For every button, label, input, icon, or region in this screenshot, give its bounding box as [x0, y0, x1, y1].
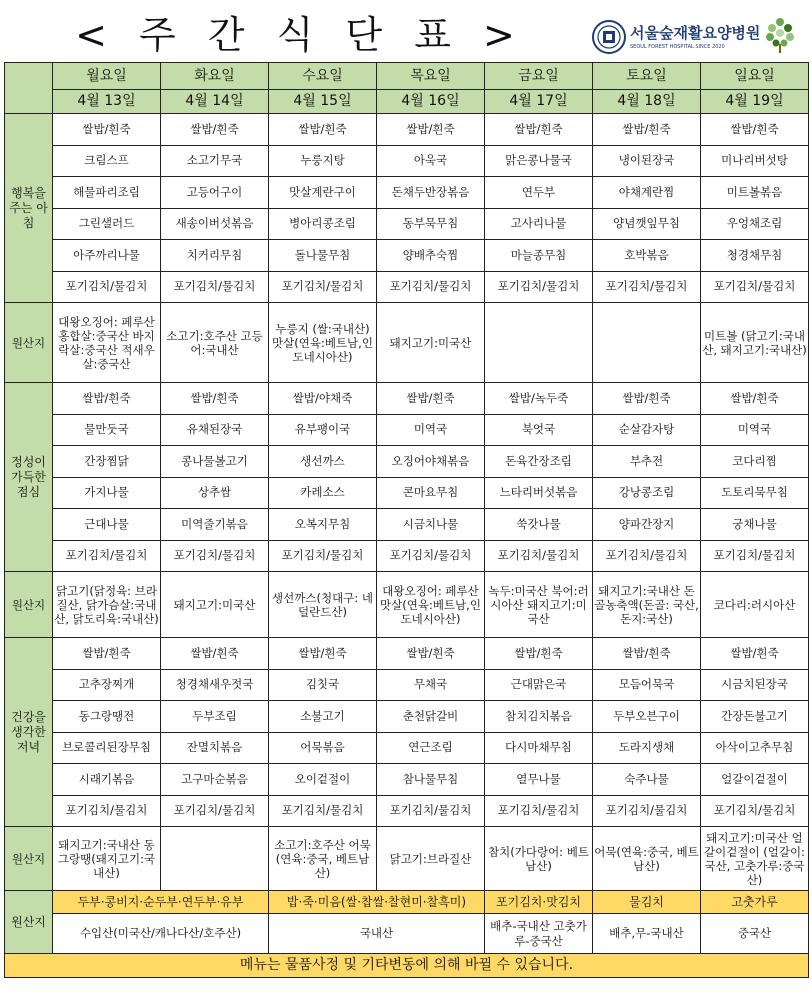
menu-item: 고추장찌개 [53, 669, 161, 701]
menu-item: 포기김치/물김치 [593, 271, 701, 303]
menu-item: 쌀밥/흰죽 [485, 114, 593, 146]
menu-item: 느타리버섯볶음 [485, 477, 593, 509]
menu-item: 청경채새우젓국 [161, 669, 269, 701]
menu-item: 무채국 [377, 669, 485, 701]
origin-cell: 돼지고기:미국산 [161, 572, 269, 638]
menu-item: 새송이버섯볶음 [161, 208, 269, 240]
menu-item: 유부팽이국 [269, 414, 377, 446]
menu-item: 포기김치/물김치 [161, 795, 269, 827]
menu-item: 도토리묵무침 [701, 477, 809, 509]
origin-cell: 돼지고기:미국산 [377, 303, 485, 383]
tree-logo-icon [762, 14, 798, 54]
origin-summary-category: 고춧가루 [701, 891, 809, 914]
menu-item: 병아리콩조림 [269, 208, 377, 240]
origin-summary-value-row [5, 914, 809, 954]
dinner-row [5, 638, 809, 670]
menu-item: 동그랑땡전 [53, 701, 161, 733]
menu-item: 동부묵무침 [377, 208, 485, 240]
menu-item: 잔멸치볶음 [161, 732, 269, 764]
menu-item: 어묵볶음 [269, 732, 377, 764]
menu-item: 맑은콩나물국 [485, 145, 593, 177]
menu-item: 카레소스 [269, 477, 377, 509]
menu-item: 쌀밥/흰죽 [701, 383, 809, 415]
date-row [5, 90, 809, 114]
menu-item: 참나물무침 [377, 764, 485, 796]
menu-item: 소불고기 [269, 701, 377, 733]
menu-item: 오징어야채볶음 [377, 446, 485, 478]
menu-item: 간장찜닭 [53, 446, 161, 478]
menu-item: 포기김치/물김치 [53, 795, 161, 827]
date-header: 4월 18일 [593, 90, 701, 114]
menu-item: 오복지무침 [269, 509, 377, 541]
menu-item: 미역줄기볶음 [161, 509, 269, 541]
menu-item: 콘마요무침 [377, 477, 485, 509]
date-header: 4월 14일 [161, 90, 269, 114]
origin-summary-label: 원산지 [5, 891, 53, 954]
menu-item: 고사리나물 [485, 208, 593, 240]
menu-item: 근대나물 [53, 509, 161, 541]
lunch-row [5, 540, 809, 572]
menu-item: 포기김치/물김치 [161, 540, 269, 572]
menu-item: 포기김치/물김치 [701, 271, 809, 303]
menu-item: 포기김치/물김치 [377, 271, 485, 303]
origin-cell [161, 827, 269, 891]
menu-item: 순살감자탕 [593, 414, 701, 446]
menu-item: 호박볶음 [593, 240, 701, 272]
dinner-row [5, 764, 809, 796]
menu-item: 포기김치/물김치 [269, 271, 377, 303]
menu-item: 브로콜리된장무침 [53, 732, 161, 764]
menu-item: 시래기볶음 [53, 764, 161, 796]
lunch-row [5, 446, 809, 478]
menu-item: 쌀밥/흰죽 [269, 114, 377, 146]
menu-item: 춘천닭갈비 [377, 701, 485, 733]
breakfast-row [5, 240, 809, 272]
menu-item: 쌀밥/녹두죽 [485, 383, 593, 415]
corner-cell [5, 63, 53, 114]
menu-item: 쌀밥/흰죽 [485, 638, 593, 670]
weekday-header: 목요일 [377, 63, 485, 90]
menu-item: 강낭콩조림 [593, 477, 701, 509]
menu-item: 포기김치/물김치 [485, 540, 593, 572]
weekday-row [5, 63, 809, 90]
weekly-menu-table [4, 62, 809, 978]
menu-item: 야채계란찜 [593, 177, 701, 209]
origin-cell: 대왕오징어: 페루산 홍합살:중국산 바지락살:중국산 적새우살:중국산 [53, 303, 161, 383]
footer-note: 메뉴는 물품사정 및 기타변동에 의해 바뀔 수 있습니다. [5, 954, 809, 978]
lunch-row [5, 414, 809, 446]
menu-item: 모듬어묵국 [593, 669, 701, 701]
menu-item: 연두부 [485, 177, 593, 209]
menu-item: 쌀밥/흰죽 [161, 114, 269, 146]
menu-item: 포기김치/물김치 [485, 795, 593, 827]
origin-label: 원산지 [5, 827, 53, 891]
hospital-seal-icon [592, 20, 626, 54]
page-header [0, 0, 812, 62]
menu-item: 아주까리나물 [53, 240, 161, 272]
origin-cell: 생선까스(청대구: 네덜란드산) [269, 572, 377, 638]
origin-cell: 닭고기:브라질산 [377, 827, 485, 891]
menu-item: 두부조림 [161, 701, 269, 733]
menu-item: 미역국 [701, 414, 809, 446]
menu-item: 도라지생채 [593, 732, 701, 764]
origin-cell: 돼지고기:미국산 얼갈이겉절이 (얼갈이:국산, 고춧가루:중국산) [701, 827, 809, 891]
menu-item: 숙주나물 [593, 764, 701, 796]
weekday-header: 일요일 [701, 63, 809, 90]
menu-item: 포기김치/물김치 [485, 271, 593, 303]
menu-item: 쌀밥/흰죽 [593, 638, 701, 670]
menu-item: 쑥갓나물 [485, 509, 593, 541]
date-header: 4월 19일 [701, 90, 809, 114]
menu-item: 얼갈이겉절이 [701, 764, 809, 796]
menu-item: 연근조림 [377, 732, 485, 764]
weekday-header: 토요일 [593, 63, 701, 90]
menu-item: 쌀밥/흰죽 [377, 383, 485, 415]
weekday-header: 금요일 [485, 63, 593, 90]
menu-item: 양념깻잎무침 [593, 208, 701, 240]
dinner_origin-row [5, 827, 809, 891]
menu-item: 쌀밥/흰죽 [161, 383, 269, 415]
menu-item: 돈육간장조림 [485, 446, 593, 478]
menu-item: 해물파리조림 [53, 177, 161, 209]
menu-item: 궁채나물 [701, 509, 809, 541]
menu-item: 생선까스 [269, 446, 377, 478]
menu-item: 상추쌈 [161, 477, 269, 509]
dinner-row [5, 701, 809, 733]
weekday-header: 수요일 [269, 63, 377, 90]
lunch-row [5, 383, 809, 415]
dinner-row [5, 795, 809, 827]
origin-cell: 누룽지 (쌀:국내산) 맛살(연육:베트남,인도네시아산) [269, 303, 377, 383]
menu-item: 김칫국 [269, 669, 377, 701]
menu-item: 치커리무침 [161, 240, 269, 272]
origin-cell: 대왕오징어: 페루산 맛살(연육:베트남,인도네시아산) [377, 572, 485, 638]
menu-item: 북엇국 [485, 414, 593, 446]
menu-item: 양배추숙찜 [377, 240, 485, 272]
menu-item: 포기김치/물김치 [53, 271, 161, 303]
menu-item: 양파간장지 [593, 509, 701, 541]
menu-item: 포기김치/물김치 [53, 540, 161, 572]
menu-item: 쌀밥/흰죽 [269, 638, 377, 670]
origin-summary-value: 국내산 [269, 914, 485, 954]
menu-item: 크림스프 [53, 145, 161, 177]
menu-item: 쌀밥/흰죽 [53, 638, 161, 670]
menu-item: 두부오븐구이 [593, 701, 701, 733]
breakfast-row [5, 114, 809, 146]
menu-item: 물만둣국 [53, 414, 161, 446]
origin-cell: 어묵(연육:중국, 베트남산) [593, 827, 701, 891]
menu-item: 청경채무침 [701, 240, 809, 272]
breakfast-row [5, 271, 809, 303]
menu-item: 콩나물볼고기 [161, 446, 269, 478]
menu-item: 쌀밥/흰죽 [701, 638, 809, 670]
weekday-header: 화요일 [161, 63, 269, 90]
menu-item: 오이겉절이 [269, 764, 377, 796]
menu-item: 냉이된장국 [593, 145, 701, 177]
menu-item: 참치김치볶음 [485, 701, 593, 733]
menu-item: 맛살계란구이 [269, 177, 377, 209]
menu-item: 마늘종무침 [485, 240, 593, 272]
dinner-row [5, 669, 809, 701]
date-header: 4월 15일 [269, 90, 377, 114]
origin-summary-value: 수입산(미국산/캐나다산/호주산) [53, 914, 269, 954]
menu-item: 고구마순볶음 [161, 764, 269, 796]
menu-item: 포기김치/물김치 [269, 795, 377, 827]
date-header: 4월 16일 [377, 90, 485, 114]
menu-item: 부추전 [593, 446, 701, 478]
origin-cell: 소고기:호주산 어묵(연육:중국, 베트남산) [269, 827, 377, 891]
menu-item: 누룽지탕 [269, 145, 377, 177]
breakfast-row [5, 208, 809, 240]
menu-item: 코다리찜 [701, 446, 809, 478]
menu-item: 미트볼볶음 [701, 177, 809, 209]
hospital-logo [592, 18, 812, 62]
origin-cell: 소고기:호주산 고등어:국내산 [161, 303, 269, 383]
footer-row [5, 954, 809, 978]
dinner-label: 건강을 생각한 저녁 [5, 638, 53, 827]
menu-item: 시금치된장국 [701, 669, 809, 701]
menu-item: 미역국 [377, 414, 485, 446]
menu-item: 포기김치/물김치 [269, 540, 377, 572]
origin-summary-category: 밥·죽·미음(쌀·찹쌀·찰현미·찰흑미) [269, 891, 485, 914]
origin-summary-category: 포기김치·맛김치 [485, 891, 593, 914]
lunch_origin-row [5, 572, 809, 638]
menu-item: 미나리버섯탕 [701, 145, 809, 177]
origin-summary-value: 중국산 [701, 914, 809, 954]
origin-cell: 코다리:러시아산 [701, 572, 809, 638]
dinner-row [5, 732, 809, 764]
hospital-name: 서울숲재활요양병원 [630, 24, 761, 42]
origin-summary-label-row [5, 891, 809, 914]
menu-item: 쌀밥/흰죽 [377, 638, 485, 670]
menu-item: 쌀밥/흰죽 [593, 114, 701, 146]
menu-item: 아욱국 [377, 145, 485, 177]
menu-item: 우엉채조림 [701, 208, 809, 240]
menu-item: 쌀밥/흰죽 [701, 114, 809, 146]
menu-item: 쌀밥/야채죽 [269, 383, 377, 415]
menu-item: 가지나물 [53, 477, 161, 509]
breakfast-row [5, 177, 809, 209]
origin-label: 원산지 [5, 303, 53, 383]
menu-item: 쌀밥/흰죽 [593, 383, 701, 415]
menu-item: 포기김치/물김치 [377, 540, 485, 572]
menu-item: 포기김치/물김치 [593, 540, 701, 572]
origin-cell: 미트볼 (닭고기:국내산, 돼지고기:국내산) [701, 303, 809, 383]
lunch-row [5, 477, 809, 509]
hospital-subtitle: SEOUL FOREST HOSPITAL SINCE 2020 [630, 44, 725, 50]
menu-item: 쌀밥/흰죽 [377, 114, 485, 146]
origin-cell [593, 303, 701, 383]
origin-summary-value: 배추-국내산 고춧가루-중국산 [485, 914, 593, 954]
menu-item: 근대맑은국 [485, 669, 593, 701]
origin-summary-category: 물김치 [593, 891, 701, 914]
page-title: < 주 간 식 단 표 > [75, 13, 525, 57]
origin-label: 원산지 [5, 572, 53, 638]
menu-item: 열무나물 [485, 764, 593, 796]
menu-item: 쌀밥/흰죽 [53, 383, 161, 415]
origin-cell [485, 303, 593, 383]
menu-item: 포기김치/물김치 [161, 271, 269, 303]
menu-item: 포기김치/물김치 [593, 795, 701, 827]
breakfast-row [5, 145, 809, 177]
date-header: 4월 13일 [53, 90, 161, 114]
origin-summary-category: 두부·콩비지·순두부·연두부·유부 [53, 891, 269, 914]
lunch-row [5, 509, 809, 541]
menu-item: 고등어구이 [161, 177, 269, 209]
origin-cell: 돼지고기:국내산 동그랑땡(돼지고기:국내산) [53, 827, 161, 891]
menu-item: 포기김치/물김치 [701, 540, 809, 572]
menu-item: 포기김치/물김치 [377, 795, 485, 827]
menu-item: 다시마채무침 [485, 732, 593, 764]
menu-item: 시금치나물 [377, 509, 485, 541]
lunch-label: 정성이 가득한 점심 [5, 383, 53, 572]
origin-cell: 닭고기(닭정육: 브라질산, 닭가슴살:국내산, 닭도리육:국내산) [53, 572, 161, 638]
menu-item: 유채된장국 [161, 414, 269, 446]
menu-item: 간장돈불고기 [701, 701, 809, 733]
menu-item: 포기김치/물김치 [701, 795, 809, 827]
menu-item: 쌀밥/흰죽 [53, 114, 161, 146]
breakfast_origin-row [5, 303, 809, 383]
origin-cell: 돼지고기:국내산 돈골농축액(돈골: 국산,돈지:국산) [593, 572, 701, 638]
date-header: 4월 17일 [485, 90, 593, 114]
origin-cell: 참치(가다랑어: 베트남산) [485, 827, 593, 891]
menu-item: 돈채두반장볶음 [377, 177, 485, 209]
breakfast-label: 행복을 주는 아침 [5, 114, 53, 303]
menu-item: 돌나물무침 [269, 240, 377, 272]
origin-cell: 녹두:미국산 북어:러시아산 돼지고기:미국산 [485, 572, 593, 638]
weekday-header: 월요일 [53, 63, 161, 90]
menu-item: 아삭이고추무침 [701, 732, 809, 764]
menu-item: 쌀밥/흰죽 [161, 638, 269, 670]
menu-item: 그린샐러드 [53, 208, 161, 240]
menu-item: 소고기무국 [161, 145, 269, 177]
origin-summary-value: 배추,무-국내산 [593, 914, 701, 954]
